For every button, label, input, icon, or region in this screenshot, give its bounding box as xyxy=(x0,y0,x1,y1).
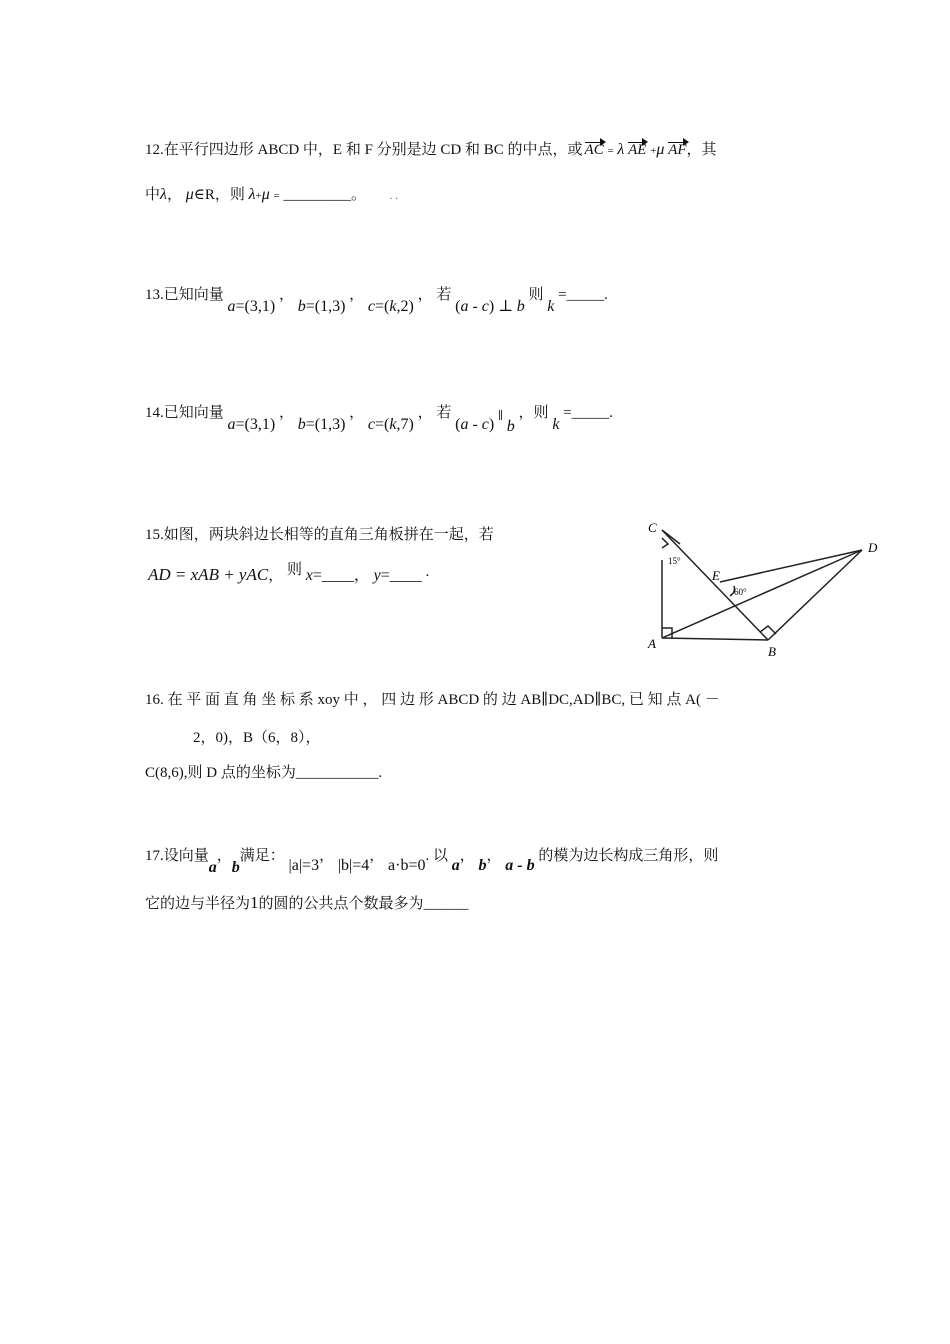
x-symbol: x xyxy=(305,567,313,584)
vector-b: b xyxy=(297,298,306,315)
comma: ， xyxy=(268,568,284,584)
q15-figure xyxy=(640,520,900,660)
vector-c-tail: ,2) xyxy=(396,298,414,315)
q14-if: 若 xyxy=(436,405,452,421)
vector-b-value: =(1,3) xyxy=(305,416,346,433)
q15-line2 xyxy=(148,562,429,585)
q13-line xyxy=(145,283,608,315)
q12-text: 12.在平行四边形 ABCD 中，E 和 F 分别是边 CD 和 BC 的中点，或 xyxy=(145,142,583,158)
q15-equation: AD = xAB + yAC xyxy=(148,565,269,584)
q15-line1: 15.如图，两块斜边长相等的直角三角板拼在一起，若 xyxy=(145,527,494,543)
vector-a-value: =(3,1) xyxy=(235,298,276,315)
q17-text: . 以 xyxy=(425,848,449,864)
q17-text: 它的边与半径为 xyxy=(145,896,251,912)
q14-line xyxy=(145,401,613,435)
comma: ， xyxy=(349,405,365,421)
answer-blank: =_____. xyxy=(558,287,608,303)
vector-a: a xyxy=(451,857,460,874)
equals-sign: = xyxy=(273,190,280,202)
q17-text: 17.设向量 xyxy=(145,848,209,864)
q14-then: ，则 xyxy=(518,405,549,421)
vector-c: c xyxy=(481,298,489,315)
lambda-symbol: λ xyxy=(617,141,625,158)
segment-ab xyxy=(662,638,768,640)
paren-open: ( xyxy=(455,298,461,315)
vector-c-eq: =( xyxy=(375,416,390,433)
angle-mark-c xyxy=(662,538,668,548)
comma: ， xyxy=(278,405,294,421)
radius-one: 1 xyxy=(250,893,259,912)
vector-a: a xyxy=(460,416,469,433)
comma: ， xyxy=(459,848,475,864)
comma: ， xyxy=(417,405,433,421)
vector-c-tail: ,7) xyxy=(396,416,414,433)
k-symbol: k xyxy=(547,298,555,315)
mu-symbol: μ xyxy=(656,141,665,158)
comma: ， xyxy=(216,848,232,864)
paren-close: ) xyxy=(488,416,495,433)
lambda-symbol: λ xyxy=(248,186,256,203)
q17-text: 满足： xyxy=(239,848,285,864)
paren-open: ( xyxy=(455,416,461,433)
label-b: B xyxy=(768,644,776,659)
q17-text: 的模为边长构成三角形，则 xyxy=(538,848,719,864)
perpendicular-symbol: ⊥ xyxy=(497,298,513,315)
q12-line1 xyxy=(145,138,717,159)
k-symbol: k xyxy=(552,416,560,433)
vector-a: a xyxy=(460,298,469,315)
q12-text: ∈R，则 xyxy=(193,187,245,203)
q12-text: 中 xyxy=(145,187,161,203)
period: 。 xyxy=(351,187,367,203)
abs-b: |b|=4 xyxy=(337,857,370,874)
period: . xyxy=(425,564,430,580)
q13-if: 若 xyxy=(436,287,452,303)
k-symbol: k xyxy=(389,298,397,315)
vector-b: b xyxy=(231,859,240,876)
vector-a: a xyxy=(227,416,236,433)
comma: ， xyxy=(166,187,182,203)
abs-a: |a|=3 xyxy=(288,857,320,874)
lambda-symbol: λ xyxy=(160,186,167,203)
vector-b: b xyxy=(478,857,487,874)
plus-sign: + xyxy=(255,190,262,202)
q16-line2: 2，0)，B（6，8）， xyxy=(193,730,321,746)
comma: ， xyxy=(486,848,502,864)
vector-ae: AE xyxy=(628,142,647,158)
vector-af: AF xyxy=(668,142,687,158)
vector-b: b xyxy=(516,298,525,315)
q12-text-end: ，其 xyxy=(686,142,717,158)
minus-sign: - xyxy=(468,416,482,433)
comma: ， xyxy=(417,287,433,303)
vector-b: b xyxy=(506,418,515,435)
q13-then: 则 xyxy=(528,287,544,303)
comma: ， xyxy=(278,287,294,303)
parallel-symbol: ∥ xyxy=(497,410,504,422)
comma: ， xyxy=(369,848,385,864)
vector-b-value: =(1,3) xyxy=(305,298,346,315)
label-e: E xyxy=(712,568,720,583)
paren-close: ) xyxy=(488,298,495,315)
minus-sign: - xyxy=(468,298,482,315)
comma: ， xyxy=(319,848,335,864)
k-symbol: k xyxy=(389,416,397,433)
vector-b: b xyxy=(297,416,306,433)
y-symbol: y xyxy=(373,567,381,584)
dot-product: a·b=0 xyxy=(388,857,426,874)
answer-blank: _________ xyxy=(283,187,352,203)
vector-a-minus-b: a - b xyxy=(505,857,535,874)
q15-then: 则 xyxy=(286,562,302,578)
q14-text: 14.已知向量 xyxy=(145,405,224,421)
q17-text-end: 的圆的公共点个数最多为______ xyxy=(258,896,469,912)
q17-line2 xyxy=(145,892,469,913)
segment-ad xyxy=(662,550,862,638)
label-c: C xyxy=(648,520,657,535)
plus-sign: + xyxy=(650,145,657,157)
vector-a-value: =(3,1) xyxy=(235,416,276,433)
answer-blank-y: =____ xyxy=(380,567,422,584)
answer-blank-x: =____， xyxy=(312,567,370,584)
vector-a: a xyxy=(227,298,236,315)
label-a: A xyxy=(648,636,656,651)
vector-c: c xyxy=(481,416,489,433)
vector-c: c xyxy=(367,298,376,315)
label-15deg: 15° xyxy=(668,556,681,566)
segment-bd xyxy=(768,550,862,640)
vector-c-eq: =( xyxy=(375,298,390,315)
q17-line1 xyxy=(145,844,719,876)
mu-symbol: μ xyxy=(261,186,270,203)
segment-ed xyxy=(720,550,862,582)
q16-line3: C(8,6),则 D 点的坐标为___________. xyxy=(145,765,383,781)
segment-c-top xyxy=(662,530,680,544)
q13-text: 13.已知向量 xyxy=(145,287,224,303)
answer-blank: =_____. xyxy=(563,405,613,421)
segment-cb xyxy=(662,530,768,640)
equals-sign: = xyxy=(607,145,614,157)
mu-symbol: μ xyxy=(185,186,194,203)
right-angle-b xyxy=(760,626,776,634)
label-d: D xyxy=(868,540,878,555)
q16-line1: 16. 在 平 面 直 角 坐 标 系 xoy 中 ， 四 边 形 ABCD 的 边 AB∥DC,AD∥BC, 已 知 点 A( － xyxy=(145,692,720,708)
dots: . . xyxy=(389,190,399,202)
comma: ， xyxy=(349,287,365,303)
q12-line2 xyxy=(145,183,398,204)
vector-ac: AC xyxy=(584,142,604,158)
vector-c: c xyxy=(367,416,376,433)
vector-a: a xyxy=(208,859,217,876)
label-60deg: 60° xyxy=(734,587,747,597)
